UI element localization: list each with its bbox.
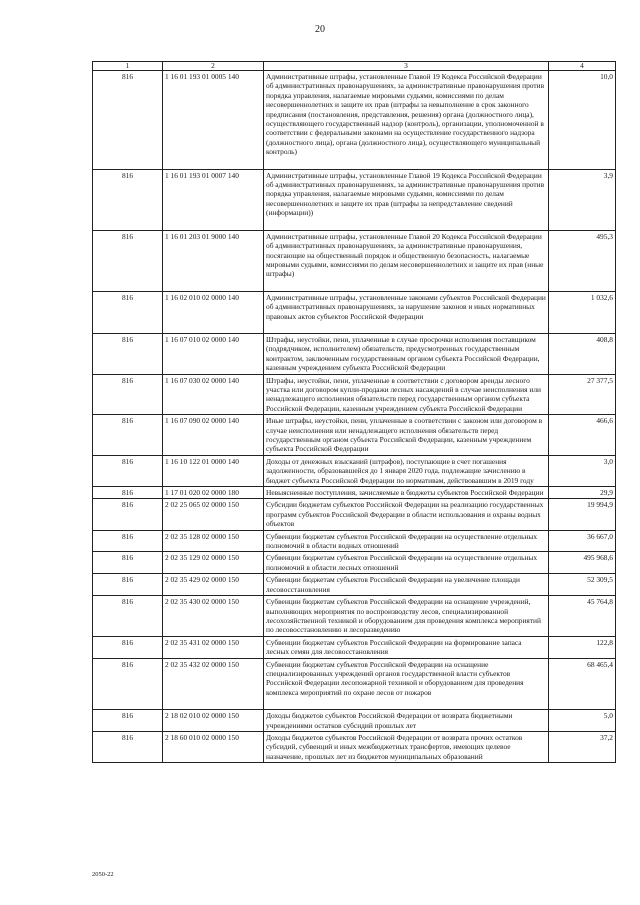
table-row: [93, 230, 616, 291]
classification-code-cell: 1 16 07 090 02 0000 140: [163, 415, 264, 456]
table-row: [93, 710, 616, 732]
amount-cell: 29,9: [549, 487, 616, 499]
table-row: [93, 574, 616, 596]
classification-code-cell: 2 02 35 128 02 0000 150: [163, 530, 264, 552]
classification-code-cell: 2 02 35 431 02 0000 150: [163, 636, 264, 658]
classification-code-cell: 1 16 01 203 01 9000 140: [163, 230, 264, 291]
table-row: [93, 596, 616, 637]
admin-code-cell: 816: [93, 374, 163, 415]
table-row: [93, 455, 616, 486]
revenue-name-cell: Субвенции бюджетам субъектов Российской Федерации на осуществление отдельных полномочий в области лесных отношений: [264, 552, 549, 574]
revenue-name-cell: Субвенции бюджетам субъектов Российской Федерации на увеличение площади лесовосстановления: [264, 574, 549, 596]
classification-code-cell: 2 02 25 065 02 0000 150: [163, 499, 264, 530]
revenue-name-cell: Субвенции бюджетам субъектов Российской Федерации на формирование запаса лесных семян для лесовосстановления: [264, 636, 549, 658]
table-row: [93, 169, 616, 230]
admin-code-cell: 816: [93, 291, 163, 333]
table-row: [93, 499, 616, 530]
admin-code-cell: 816: [93, 71, 163, 170]
revenue-name-cell: Штрафы, неустойки, пени, уплаченные в соответствии с договором аренды лесного участка или договором купли-продажи лесных насаждений в случае неисполнения или ненадлежащего исполнения обязательств перед государственным органом субъекта Российской Федерации, казенным учреждением субъекта Российской Федерации: [264, 374, 549, 415]
amount-cell: 27 377,5: [549, 374, 616, 415]
amount-cell: 495 968,6: [549, 552, 616, 574]
revenue-name-cell: Административные штрафы, установленные законами субъектов Российской Федерации об административных правонарушениях, за нарушение законов и иных нормативных правовых актов субъектов Российской Федерации: [264, 291, 549, 333]
revenue-name-cell: Доходы бюджетов субъектов Российской Федерации от возврата прочих остатков субсидий, субвенций и иных межбюджетных трансфертов, имеющих целевое назначение, прошлых лет из бюджетов муниципальных образований: [264, 731, 549, 762]
table-header-row: [93, 62, 616, 71]
admin-code-cell: 816: [93, 636, 163, 658]
amount-cell: 122,8: [549, 636, 616, 658]
amount-cell: 45 764,8: [549, 596, 616, 637]
revenue-name-cell: Субвенции бюджетам субъектов Российской Федерации на оснащение специализированных учреждений органов государственной власти субъектов Российской Федерации лесопожарной техникой и оборудованием для проведения комплекса мероприятий по охране лесов от пожаров: [264, 658, 549, 710]
table-row: [93, 530, 616, 552]
table-row: [93, 291, 616, 333]
admin-code-cell: 816: [93, 499, 163, 530]
amount-cell: 1 032,6: [549, 291, 616, 333]
revenue-name-cell: Иные штрафы, неустойки, пени, уплаченные в соответствии с законом или договором в случае неисполнения или ненадлежащего исполнения обязательств перед государственным органом субъекта Российской Федерации, казенным учреждением субъекта Российской Федерации: [264, 415, 549, 456]
amount-cell: 3,0: [549, 455, 616, 486]
revenue-name-cell: Административные штрафы, установленные Главой 20 Кодекса Российской Федерации об административных правонарушениях, за административные правонарушения, посягающие на общественный порядок и общественную безопасность, налагаемые мировыми судьями, комиссиями по делам несовершеннолетних и защите их прав (иные штрафы): [264, 230, 549, 291]
amount-cell: 5,0: [549, 710, 616, 732]
amount-cell: 68 465,4: [549, 658, 616, 710]
classification-code-cell: 2 18 02 010 02 0000 150: [163, 710, 264, 732]
admin-code-cell: 816: [93, 530, 163, 552]
table-row: [93, 71, 616, 170]
admin-code-cell: 816: [93, 574, 163, 596]
classification-code-cell: 1 16 01 193 01 0005 140: [163, 71, 264, 170]
amount-cell: 10,0: [549, 71, 616, 170]
table-row: [93, 636, 616, 658]
revenue-name-cell: Административные штрафы, установленные Главой 19 Кодекса Российской Федерации об административных правонарушениях, за административные правонарушения против порядка управления, налагаемые мировыми судьями, комиссиями по делам несовершеннолетних и защите их прав (штрафы за невыполнение в срок законного предписания (постановления, представления, решения) органа (должностного лица), осуществляющего государственный надзор (контроль), организации, уполномоченной в соответствии с федеральными законами на осуществление государственного надзора (должностного лица), органа (должностного лица), осуществляющего муниципальный контроль): [264, 71, 549, 170]
amount-cell: 52 309,5: [549, 574, 616, 596]
page-number: 20: [315, 24, 325, 35]
amount-cell: 408,8: [549, 333, 616, 374]
header-col-4: 4: [549, 62, 616, 71]
admin-code-cell: 816: [93, 169, 163, 230]
admin-code-cell: 816: [93, 455, 163, 486]
admin-code-cell: 816: [93, 487, 163, 499]
table-row: [93, 333, 616, 374]
classification-code-cell: 2 02 35 429 02 0000 150: [163, 574, 264, 596]
classification-code-cell: 1 16 10 122 01 0000 140: [163, 455, 264, 486]
amount-cell: 37,2: [549, 731, 616, 762]
revenue-name-cell: Доходы от денежных взысканий (штрафов), поступающие в счет погашения задолженности, образовавшейся до 1 января 2020 года, подлежащие зачислению в бюджет субъекта Российской Федерации по нормативам, действовавшим в 2019 году: [264, 455, 549, 486]
table-row: [93, 374, 616, 415]
classification-code-cell: 1 16 02 010 02 0000 140: [163, 291, 264, 333]
amount-cell: 19 994,9: [549, 499, 616, 530]
revenue-name-cell: Субвенции бюджетам субъектов Российской Федерации на осуществление отдельных полномочий в области водных отношений: [264, 530, 549, 552]
classification-code-cell: 2 02 35 129 02 0000 150: [163, 552, 264, 574]
admin-code-cell: 816: [93, 710, 163, 732]
revenue-name-cell: Административные штрафы, установленные Главой 19 Кодекса Российской Федерации об административных правонарушениях, за административные правонарушения против порядка управления, налагаемые мировыми судьями, комиссиями по делам несовершеннолетних и защите их прав (штрафы за непредставление сведений (информации)): [264, 169, 549, 230]
revenue-name-cell: Субвенции бюджетам субъектов Российской Федерации на оснащение учреждений, выполняющих мероприятия по воспроизводству лесов, специализированной лесохозяйственной техникой и оборудованием для проведения комплекса мероприятий по лесовосстановлению и лесоразведению: [264, 596, 549, 637]
classification-code-cell: 1 17 01 020 02 0000 180: [163, 487, 264, 499]
table-row: [93, 658, 616, 710]
table-row: [93, 415, 616, 456]
header-col-3: 3: [264, 62, 549, 71]
header-col-1: 1: [93, 62, 163, 71]
admin-code-cell: 816: [93, 552, 163, 574]
classification-code-cell: 2 18 60 010 02 0000 150: [163, 731, 264, 762]
revenue-name-cell: Штрафы, неустойки, пени, уплаченные в случае просрочки исполнения поставщиком (подрядчиком, исполнителем) обязательств, предусмотренных государственным контрактом, заключенным государственным органом субъекта Российской Федерации, казенным учреждением субъекта Российской Федерации: [264, 333, 549, 374]
table-row: [93, 552, 616, 574]
amount-cell: 466,6: [549, 415, 616, 456]
amount-cell: 3,9: [549, 169, 616, 230]
header-col-2: 2: [163, 62, 264, 71]
classification-code-cell: 1 16 01 193 01 0007 140: [163, 169, 264, 230]
amount-cell: 36 667,0: [549, 530, 616, 552]
amount-cell: 495,3: [549, 230, 616, 291]
revenue-name-cell: Невыясненные поступления, зачисляемые в бюджеты субъектов Российской Федерации: [264, 487, 549, 499]
classification-code-cell: 2 02 35 430 02 0000 150: [163, 596, 264, 637]
classification-code-cell: 1 16 07 030 02 0000 140: [163, 374, 264, 415]
footer-code: 2050-22: [92, 871, 114, 878]
revenue-table: [92, 61, 616, 763]
revenue-name-cell: Доходы бюджетов субъектов Российской Федерации от возврата бюджетными учреждениями остатков субсидий прошлых лет: [264, 710, 549, 732]
admin-code-cell: 816: [93, 596, 163, 637]
revenue-name-cell: Субсидии бюджетам субъектов Российской Федерации на реализацию государственных программ субъектов Российской Федерации в области использования и охраны водных объектов: [264, 499, 549, 530]
admin-code-cell: 816: [93, 230, 163, 291]
table-row: [93, 487, 616, 499]
admin-code-cell: 816: [93, 731, 163, 762]
classification-code-cell: 2 02 35 432 02 0000 150: [163, 658, 264, 710]
classification-code-cell: 1 16 07 010 02 0000 140: [163, 333, 264, 374]
admin-code-cell: 816: [93, 658, 163, 710]
admin-code-cell: 816: [93, 333, 163, 374]
admin-code-cell: 816: [93, 415, 163, 456]
table-row: [93, 731, 616, 762]
